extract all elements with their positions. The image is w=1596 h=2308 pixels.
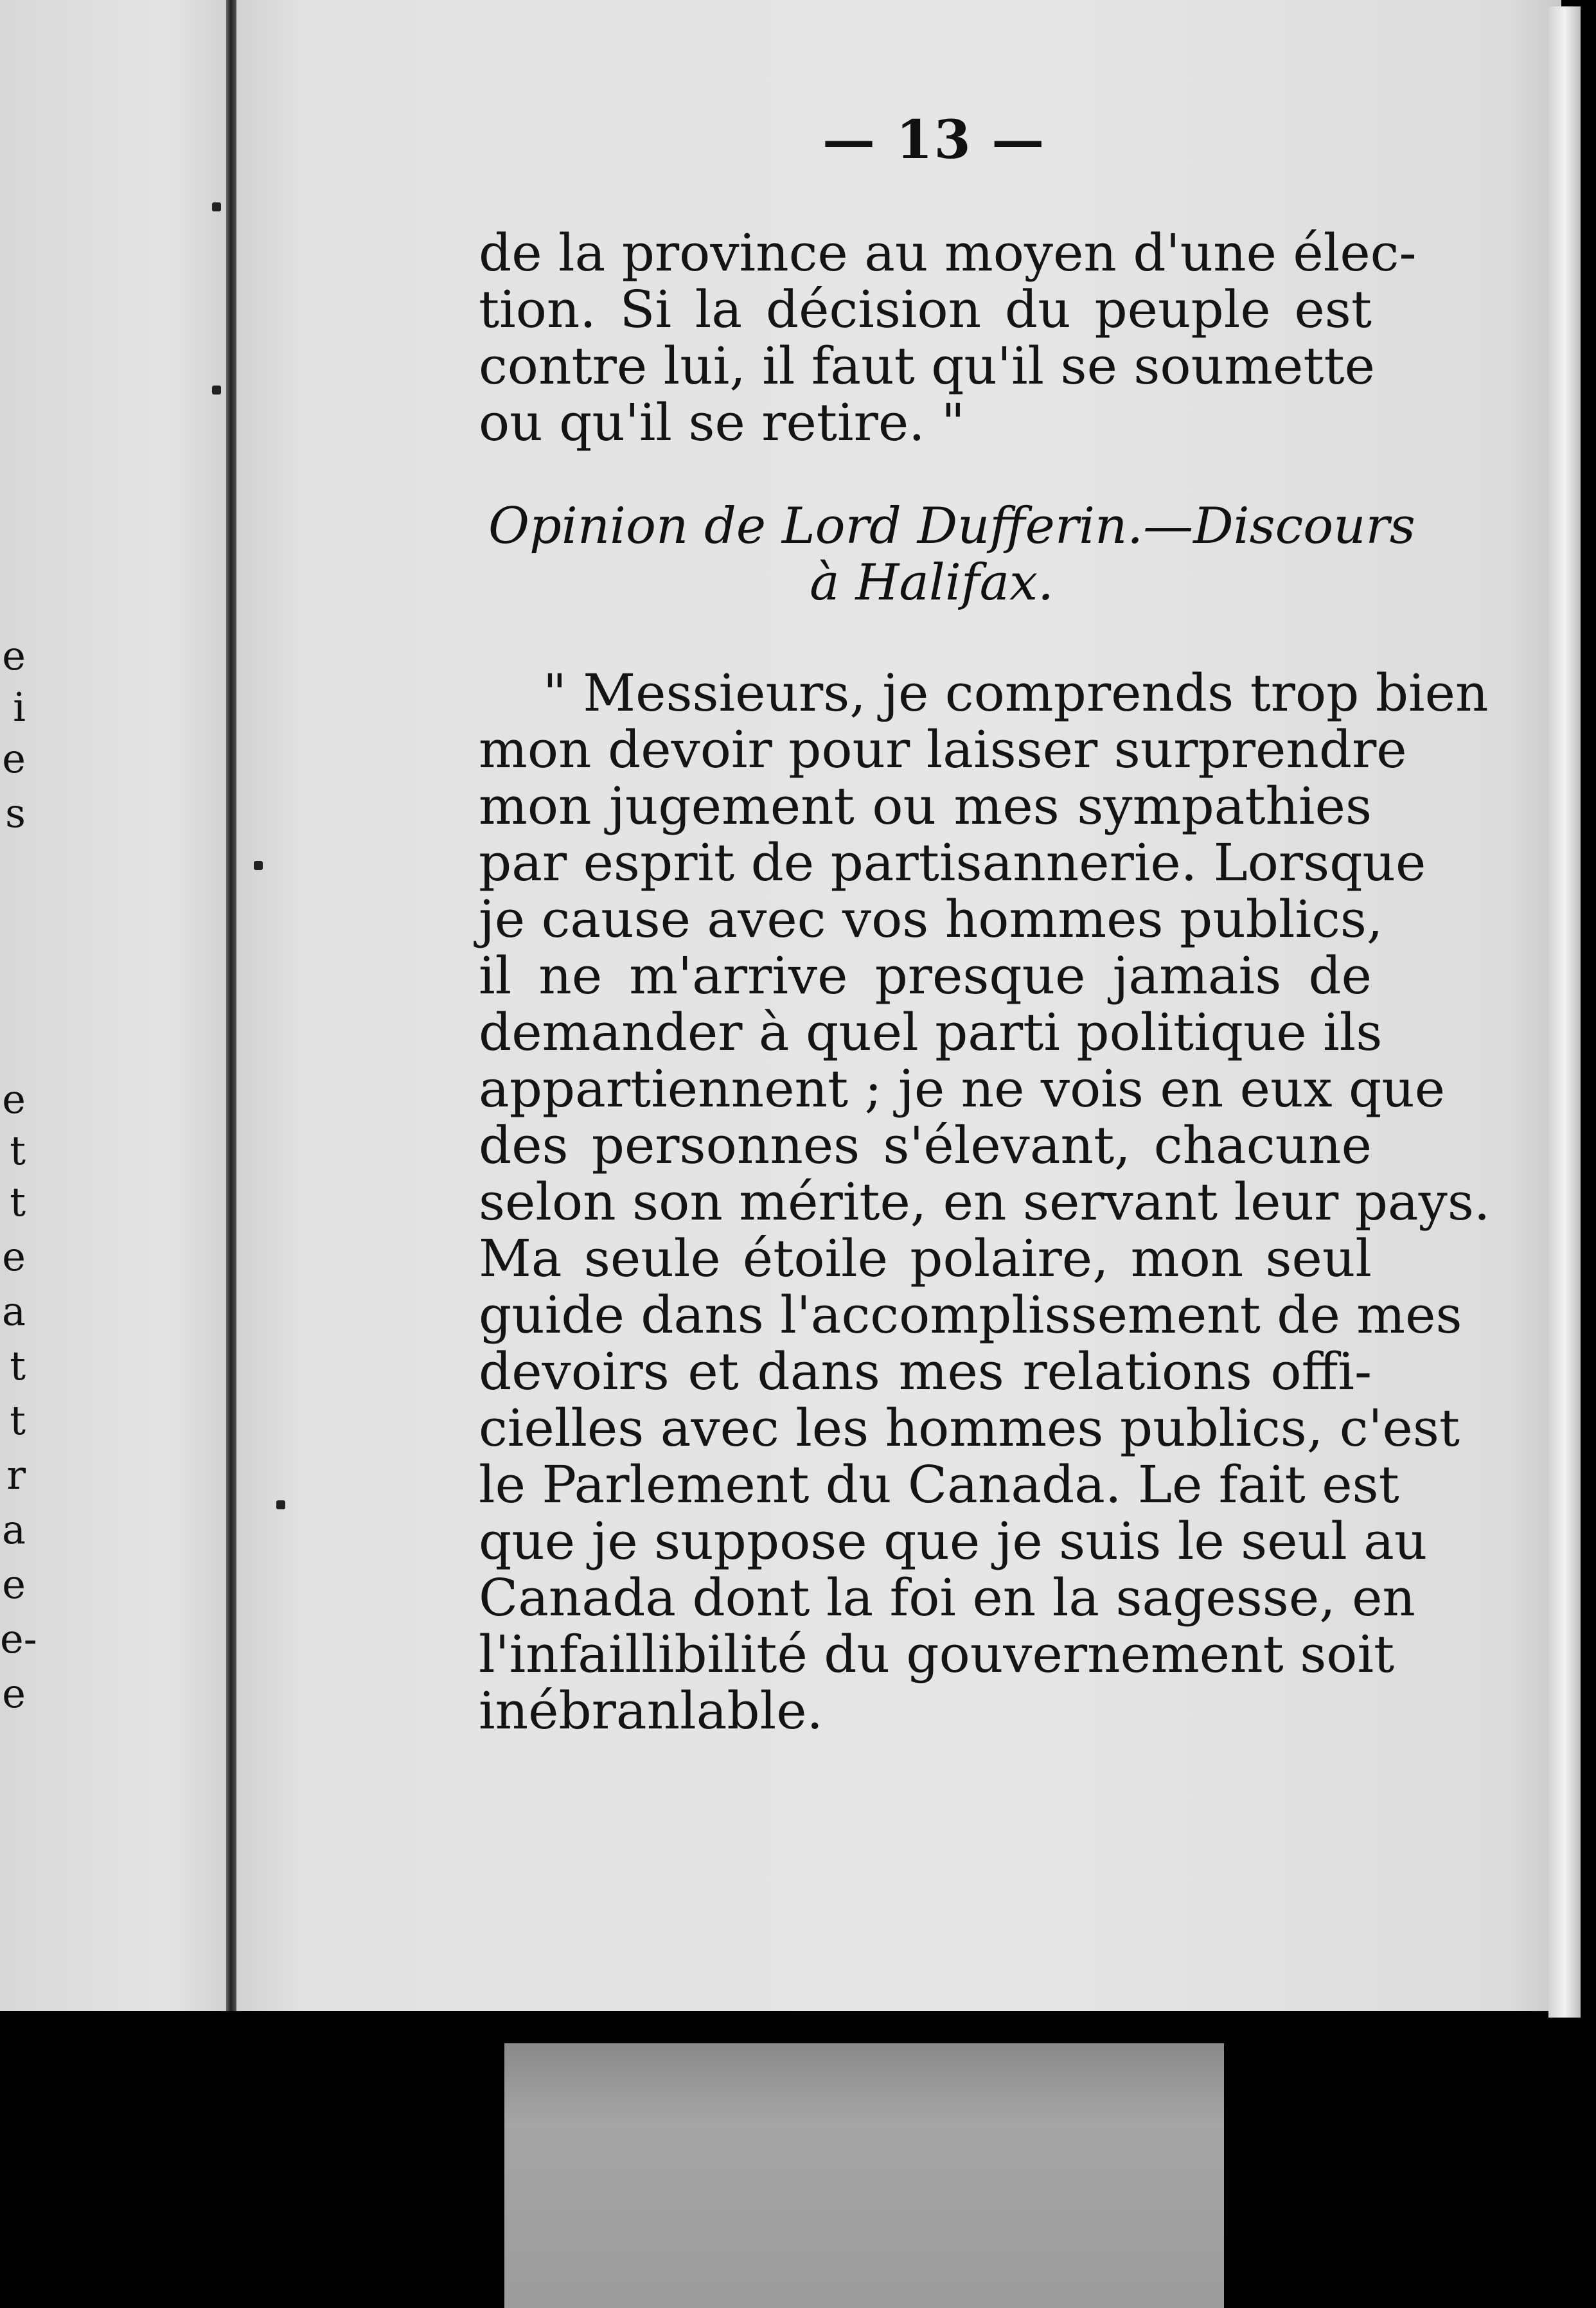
left-page-fragment: t (10, 1127, 26, 1174)
scan-background-block (504, 2043, 1224, 2308)
text-line: contre lui, il faut qu'il se soumette (479, 336, 1375, 396)
left-page (0, 0, 238, 2011)
text-line: que je suppose que je suis le seul au (479, 1511, 1428, 1571)
binding-gutter (226, 0, 236, 2011)
text-line: par esprit de partisannerie. Lorsque (479, 833, 1426, 892)
text-line: appartiennent ; je ne vois en eux que (479, 1059, 1446, 1119)
section-heading (488, 497, 1415, 612)
text-line: guide dans l'accomplissement de mes (479, 1285, 1462, 1345)
text-line: Ma seule étoile polaire, mon seul (479, 1229, 1372, 1288)
left-page-fragment: t (10, 1397, 26, 1444)
text-line: cielles avec les hommes publics, c'est (479, 1398, 1460, 1458)
text-line: tion. Si la décision du peuple est (479, 280, 1372, 339)
left-page-fragment: t (10, 1178, 26, 1225)
text-line: je cause avec vos hommes publics, (479, 889, 1383, 949)
text-line: des personnes s'élevant, chacune (479, 1115, 1372, 1175)
left-page-fragment: a (2, 1506, 26, 1553)
text-line: demander à quel parti politique ils (479, 1002, 1383, 1062)
page-number: — 13 — (822, 109, 1046, 171)
left-page-fragment: s (5, 790, 26, 837)
left-page-fragment: r (6, 1451, 26, 1498)
text-line: ou qu'il se retire. " (479, 393, 965, 452)
text-line: mon jugement ou mes sympathies (479, 776, 1372, 836)
text-line: il ne m'arrive presque jamais de (479, 946, 1372, 1006)
binding-stitch-mark (212, 386, 221, 395)
left-page-fragment: e (2, 735, 26, 782)
left-page-fragment: e (2, 1076, 26, 1123)
left-page-fragment: e (2, 1561, 26, 1608)
binding-stitch-mark (212, 202, 221, 211)
paragraph-quote (479, 663, 1491, 1741)
left-page-fragment: e (2, 1670, 26, 1717)
left-page-fragment: a (2, 1288, 26, 1335)
text-line: le Parlement du Canada. Le fait est (479, 1455, 1399, 1514)
left-page-fragment: e (2, 632, 26, 679)
text-line: de la province au moyen d'une élec- (479, 223, 1417, 283)
left-page-fragment: t (10, 1342, 26, 1389)
paragraph-continued (479, 223, 1417, 452)
text-line: Canada dont la foi en la sagesse, en (479, 1568, 1415, 1628)
text-line: mon devoir pour laisser surprendre (479, 720, 1407, 779)
left-page-fragment: e- (0, 1615, 37, 1662)
text-line: inébranlable. (479, 1681, 823, 1741)
binding-stitch-mark (254, 861, 263, 870)
left-page-fragment: e (2, 1233, 26, 1280)
binding-stitch-mark (276, 1500, 285, 1509)
heading-line: à Halifax. (810, 554, 1054, 612)
heading-line: Opinion de Lord Dufferin.—Discours (488, 497, 1415, 555)
text-line: selon son mérite, en servant leur pays. (479, 1172, 1491, 1232)
text-line: " Messieurs, je comprends trop bien (543, 663, 1489, 723)
text-line: devoirs et dans mes relations offi- (479, 1342, 1372, 1401)
page-edge (1548, 6, 1581, 2018)
text-line: l'infaillibilité du gouvernement soit (479, 1624, 1395, 1684)
left-page-fragment: i (13, 684, 26, 731)
